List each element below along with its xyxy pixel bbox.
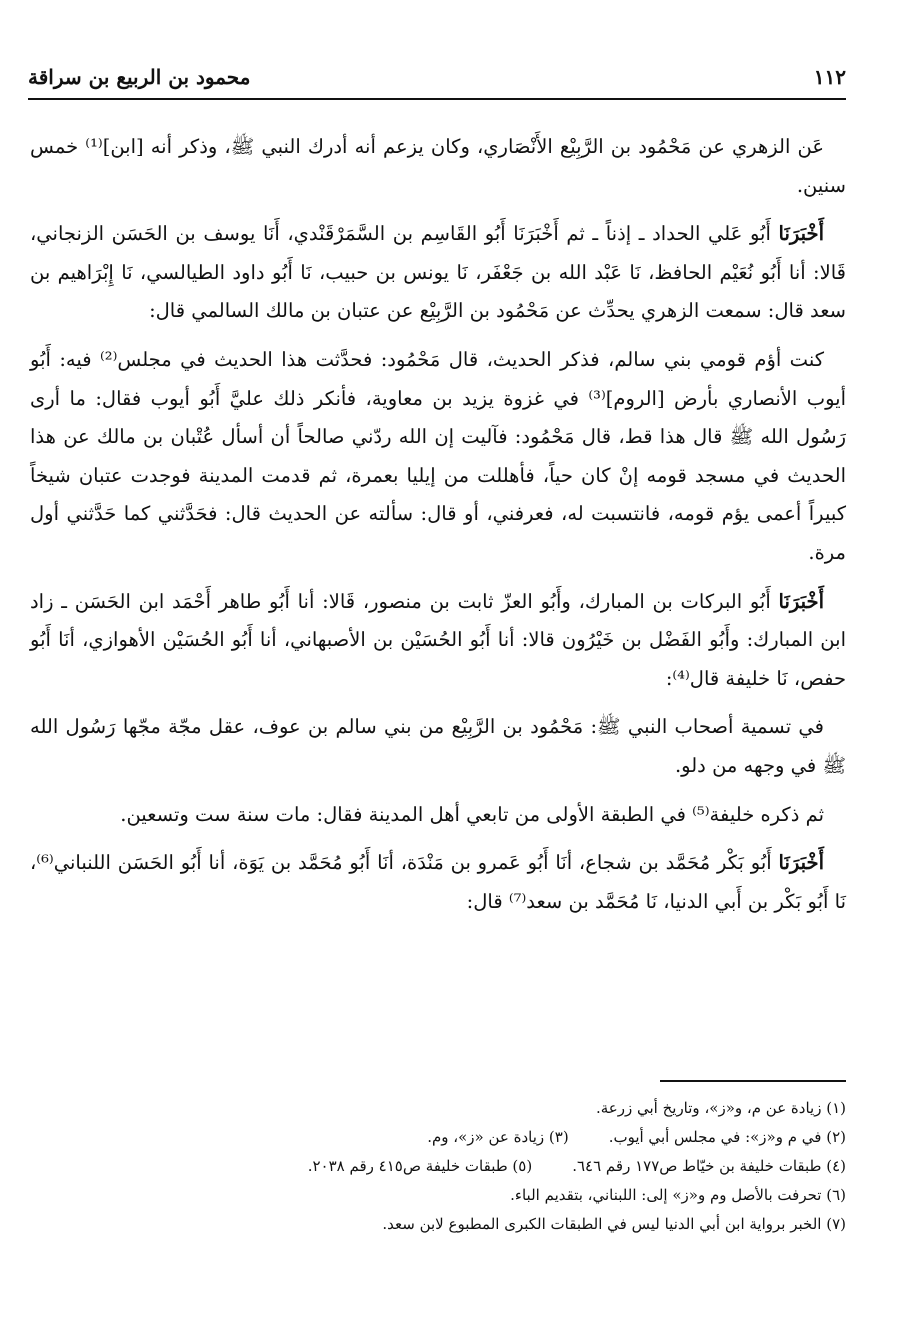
- paragraph-text: أَبُو عَلي الحداد ـ إذناً ـ ثم أَخْبَرَنَا أَبُو القَاسِم بن السَّمَرْقَنْدي، أَنَا يوسف بن الحَسَن الزنجاني، قَالا: أنا أَبُو نُعَيْم الحافظ، نَا عَبْد الله بن جَعْفَر، نَا يونس بن حبيب، نَا أَبُو داود الطيالسي، نَا إِبْرَاهيم بن سعد قال: سمعت الزهري يحدِّث عن مَحْمُود بن الرَّبِيْع عن عتبان بن مالك السالمي قال:: [30, 222, 846, 323]
- footnote: (١) زيادة عن م، و«ز»، وتاريخ أبي زرعة.: [595, 1099, 846, 1117]
- footnote: (٦) تحرفت بالأصل وم و«ز» إلى: اللبناني، بتقديم الباء.: [510, 1186, 846, 1204]
- footnote-rule: [660, 1080, 846, 1082]
- footnote: (٧) الخبر برواية ابن أبي الدنيا ليس في الطبقات الكبرى المطبوع لابن سعد.: [382, 1215, 846, 1233]
- paragraph-text: أَبُو البركات بن المبارك، وأَبُو العزّ ثابت بن منصور، قَالا: أنا أَبُو طاهر أَحْمَد ابن الحَسَن ـ زاد ابن المبارك: وأَبُو الفَضْل بن خَيْرُون قالا: أنا أَبُو الحُسَيْن بن الأصبهاني، أنا أَبُو الحُسَيْن الأهوازي، أنَا أَبُو حفص، نَا خليفة قال⁽⁴⁾:: [30, 589, 846, 690]
- paragraph-lead: أَخْبَرَنَا: [778, 589, 824, 613]
- paragraph: [30, 128, 846, 205]
- header-rule: [28, 98, 846, 100]
- paragraph: [30, 341, 846, 573]
- paragraph-text: في تسمية أصحاب النبي ﷺ: مَحْمُود بن الرَّبِيْع من بني سالم بن عوف، عقل مجّة مجّها رَسُول الله ﷺ في وجهه من دلو.: [30, 715, 846, 777]
- main-text: [30, 128, 846, 931]
- page-header: [28, 60, 846, 94]
- paragraph-lead: أَخْبَرَنَا: [778, 222, 824, 246]
- footnote-line: [30, 1210, 846, 1239]
- footnote-line: [30, 1152, 846, 1181]
- paragraph: [30, 844, 846, 921]
- paragraph: [30, 708, 846, 785]
- paragraph-text: كنت أؤم قومي بني سالم، فذكر الحديث، قال مَحْمُود: فحدَّثت هذا الحديث في مجلس⁽²⁾ فيه: أَبُو أيوب الأنصاري بأرض [الروم]⁽³⁾ في غزوة يزيد بن معاوية، فأنكر ذلك عليَّ أَبُو أيوب فقال: ما أرى رَسُول الله ﷺ قال هذا قط، قال مَحْمُود: فآليت إن الله ردّني صالحاً أن أسأل عُتْبان بن مالك عن هذا الحديث في مسجد قومه إنْ كان حياً، فأهللت من إيليا بعمرة، ثم قدمت المدينة فوجدت عتبان شيخاً كبيراً أعمى يؤم قومه، فانتسبت له، فعرفني، أو قال: سألته عن الحديث قال: فحَدَّثني كما حَدَّثني أول مرة.: [30, 347, 846, 564]
- page-number: ١١٢: [813, 65, 846, 89]
- paragraph-text: ثم ذكره خليفة⁽⁵⁾ في الطبقة الأولى من تابعي أهل المدينة فقال: مات سنة ست وتسعين.: [120, 802, 824, 826]
- paragraph: [30, 583, 846, 699]
- paragraph: [30, 215, 846, 331]
- running-title: محمود بن الربيع بن سراقة: [28, 65, 251, 89]
- paragraph-text: عَن الزهري عن مَحْمُود بن الرَّبِيْع الأَنْصَاري، وكان يزعم أنه أدرك النبي ﷺ، وذكر أنه [ابن]⁽¹⁾ خمس سنين.: [30, 135, 846, 197]
- footnote-line: [30, 1094, 846, 1123]
- footnote-line: [30, 1181, 846, 1210]
- footnote: (٤) طبقات خليفة بن خيّاط ص١٧٧ رقم ٦٤٦.: [572, 1157, 846, 1175]
- footnote-line: [30, 1123, 846, 1152]
- paragraph-lead: أَخْبَرَنَا: [778, 851, 824, 875]
- footnotes: [30, 1094, 846, 1239]
- footnote: (٣) زيادة عن «ز»، وم.: [427, 1128, 569, 1146]
- footnote: (٥) طبقات خليفة ص٤١٥ رقم ٢٠٣٨.: [307, 1157, 533, 1175]
- paragraph-text: أَبُو بَكْر مُحَمَّد بن شجاع، أنَا أَبُو عَمرو بن مَنْدَة، أنَا أَبُو مُحَمَّد بن يَوَة، أنا أَبُو الحَسَن اللنباني⁽⁶⁾، نَا أَبُو بَكْر بن أَبي الدنيا، نَا مُحَمَّد بن سعد⁽⁷⁾ قال:: [30, 851, 846, 913]
- footnote: (٢) في م و«ز»: في مجلس أبي أيوب.: [608, 1128, 846, 1146]
- paragraph: [30, 796, 846, 835]
